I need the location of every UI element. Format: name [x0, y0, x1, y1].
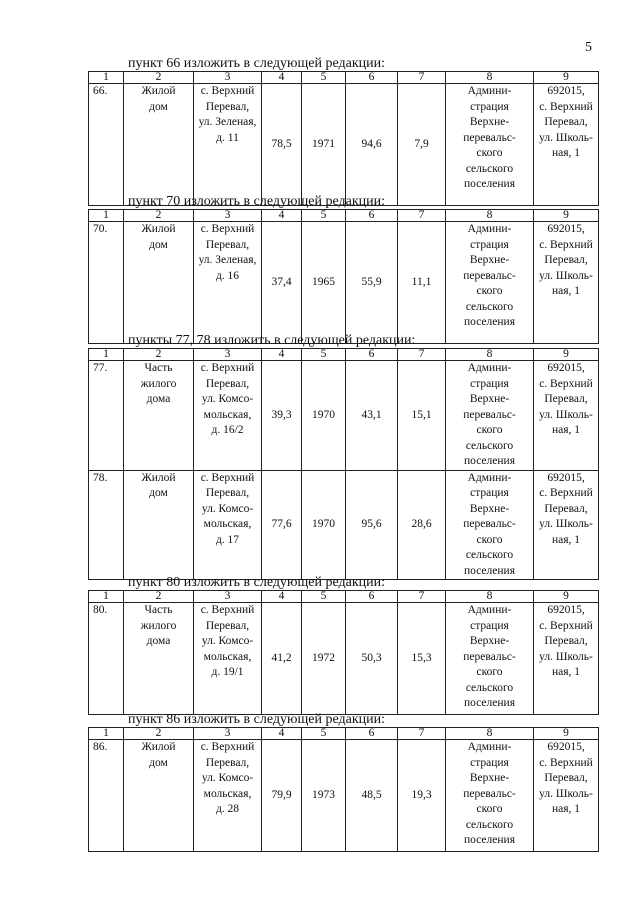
- column-header: 6: [346, 728, 398, 740]
- column-6-value: 95,6: [346, 470, 398, 580]
- row-number: 70.: [89, 222, 124, 344]
- section-caption: пункт 66 изложить в следующей редакции:: [128, 56, 385, 71]
- owner-address: 692015, с. Верхний Перевал, ул. Школь- ная, 1: [534, 470, 599, 580]
- year-value: 1965: [302, 222, 346, 344]
- column-7-value: 15,3: [398, 603, 446, 715]
- table-row: [89, 361, 599, 471]
- column-header: 3: [194, 728, 262, 740]
- object-type: Жилой дом: [124, 84, 194, 206]
- column-6-value: 48,5: [346, 740, 398, 852]
- area-value: 37,4: [262, 222, 302, 344]
- section-caption: пункты 77, 78 изложить в следующей редакции:: [128, 333, 416, 348]
- table-row: [89, 470, 599, 580]
- object-address: с. Верхний Перевал, ул. Комсо- мольская, д. 19/1: [194, 603, 262, 715]
- column-header: 7: [398, 349, 446, 361]
- amendment-table: [88, 590, 599, 715]
- column-header: 8: [446, 591, 534, 603]
- object-type: Жилой дом: [124, 740, 194, 852]
- area-value: 41,2: [262, 603, 302, 715]
- table-row: [89, 740, 599, 852]
- row-number: 78.: [89, 470, 124, 580]
- column-header: 5: [302, 728, 346, 740]
- table-header-row: [89, 210, 599, 222]
- area-value: 77,6: [262, 470, 302, 580]
- column-7-value: 19,3: [398, 740, 446, 852]
- column-header: 6: [346, 210, 398, 222]
- column-header: 9: [534, 72, 599, 84]
- column-header: 1: [89, 72, 124, 84]
- year-value: 1970: [302, 470, 346, 580]
- column-header: 1: [89, 349, 124, 361]
- column-header: 7: [398, 728, 446, 740]
- column-header: 1: [89, 728, 124, 740]
- amendment-table: [88, 727, 599, 852]
- amendment-table: [88, 71, 599, 206]
- owner-name: Админи- страция Верхне- перевальс- ского сельского поселения: [446, 740, 534, 852]
- table-row: [89, 84, 599, 206]
- column-header: 3: [194, 210, 262, 222]
- owner-name: Админи- страция Верхне- перевальс- ского сельского поселения: [446, 470, 534, 580]
- area-value: 79,9: [262, 740, 302, 852]
- owner-name: Админи- страция Верхне- перевальс- ского сельского поселения: [446, 84, 534, 206]
- object-address: с. Верхний Перевал, ул. Зеленая, д. 11: [194, 84, 262, 206]
- column-header: 4: [262, 349, 302, 361]
- column-6-value: 55,9: [346, 222, 398, 344]
- owner-address: 692015, с. Верхний Перевал, ул. Школь- ная, 1: [534, 361, 599, 471]
- section-caption: пункт 86 изложить в следующей редакции:: [128, 712, 385, 727]
- column-header: 4: [262, 72, 302, 84]
- year-value: 1971: [302, 84, 346, 206]
- column-header: 9: [534, 210, 599, 222]
- column-6-value: 43,1: [346, 361, 398, 471]
- area-value: 39,3: [262, 361, 302, 471]
- column-header: 3: [194, 591, 262, 603]
- column-header: 9: [534, 349, 599, 361]
- owner-address: 692015, с. Верхний Перевал, ул. Школь- ная, 1: [534, 740, 599, 852]
- page-number: 5: [585, 40, 592, 55]
- amendment-table: [88, 348, 599, 580]
- column-header: 5: [302, 72, 346, 84]
- year-value: 1973: [302, 740, 346, 852]
- owner-name: Админи- страция Верхне- перевальс- ского сельского поселения: [446, 361, 534, 471]
- section-caption: пункт 70 изложить в следующей редакции:: [128, 194, 385, 209]
- column-header: 1: [89, 591, 124, 603]
- column-header: 5: [302, 591, 346, 603]
- object-address: с. Верхний Перевал, ул. Зеленая, д. 16: [194, 222, 262, 344]
- column-7-value: 28,6: [398, 470, 446, 580]
- row-number: 66.: [89, 84, 124, 206]
- column-header: 8: [446, 72, 534, 84]
- row-number: 86.: [89, 740, 124, 852]
- column-header: 6: [346, 349, 398, 361]
- year-value: 1972: [302, 603, 346, 715]
- amendment-table: [88, 209, 599, 344]
- column-header: 8: [446, 728, 534, 740]
- owner-name: Админи- страция Верхне- перевальс- ского сельского поселения: [446, 222, 534, 344]
- table-row: [89, 603, 599, 715]
- column-header: 2: [124, 72, 194, 84]
- column-header: 4: [262, 210, 302, 222]
- column-header: 2: [124, 728, 194, 740]
- owner-address: 692015, с. Верхний Перевал, ул. Школь- ная, 1: [534, 84, 599, 206]
- section-caption: пункт 80 изложить в следующей редакции:: [128, 575, 385, 590]
- column-header: 5: [302, 210, 346, 222]
- column-7-value: 15,1: [398, 361, 446, 471]
- object-type: Жилой дом: [124, 222, 194, 344]
- row-number: 80.: [89, 603, 124, 715]
- column-header: 7: [398, 210, 446, 222]
- column-header: 9: [534, 591, 599, 603]
- column-header: 7: [398, 72, 446, 84]
- row-number: 77.: [89, 361, 124, 471]
- column-header: 3: [194, 349, 262, 361]
- column-header: 2: [124, 349, 194, 361]
- object-type: Жилой дом: [124, 470, 194, 580]
- column-6-value: 50,3: [346, 603, 398, 715]
- column-header: 3: [194, 72, 262, 84]
- column-header: 8: [446, 210, 534, 222]
- owner-name: Админи- страция Верхне- перевальс- ского сельского поселения: [446, 603, 534, 715]
- table-header-row: [89, 349, 599, 361]
- column-header: 6: [346, 591, 398, 603]
- column-header: 2: [124, 210, 194, 222]
- column-header: 4: [262, 591, 302, 603]
- column-header: 4: [262, 728, 302, 740]
- column-7-value: 7,9: [398, 84, 446, 206]
- table-header-row: [89, 591, 599, 603]
- column-header: 2: [124, 591, 194, 603]
- column-header: 8: [446, 349, 534, 361]
- column-header: 7: [398, 591, 446, 603]
- owner-address: 692015, с. Верхний Перевал, ул. Школь- ная, 1: [534, 603, 599, 715]
- object-type: Часть жилого дома: [124, 361, 194, 471]
- object-type: Часть жилого дома: [124, 603, 194, 715]
- object-address: с. Верхний Перевал, ул. Комсо- мольская, д. 28: [194, 740, 262, 852]
- column-header: 5: [302, 349, 346, 361]
- table-header-row: [89, 728, 599, 740]
- owner-address: 692015, с. Верхний Перевал, ул. Школь- ная, 1: [534, 222, 599, 344]
- column-header: 1: [89, 210, 124, 222]
- table-header-row: [89, 72, 599, 84]
- object-address: с. Верхний Перевал, ул. Комсо- мольская, д. 16/2: [194, 361, 262, 471]
- area-value: 78,5: [262, 84, 302, 206]
- column-7-value: 11,1: [398, 222, 446, 344]
- object-address: с. Верхний Перевал, ул. Комсо- мольская, д. 17: [194, 470, 262, 580]
- column-header: 6: [346, 72, 398, 84]
- year-value: 1970: [302, 361, 346, 471]
- table-row: [89, 222, 599, 344]
- column-header: 9: [534, 728, 599, 740]
- column-6-value: 94,6: [346, 84, 398, 206]
